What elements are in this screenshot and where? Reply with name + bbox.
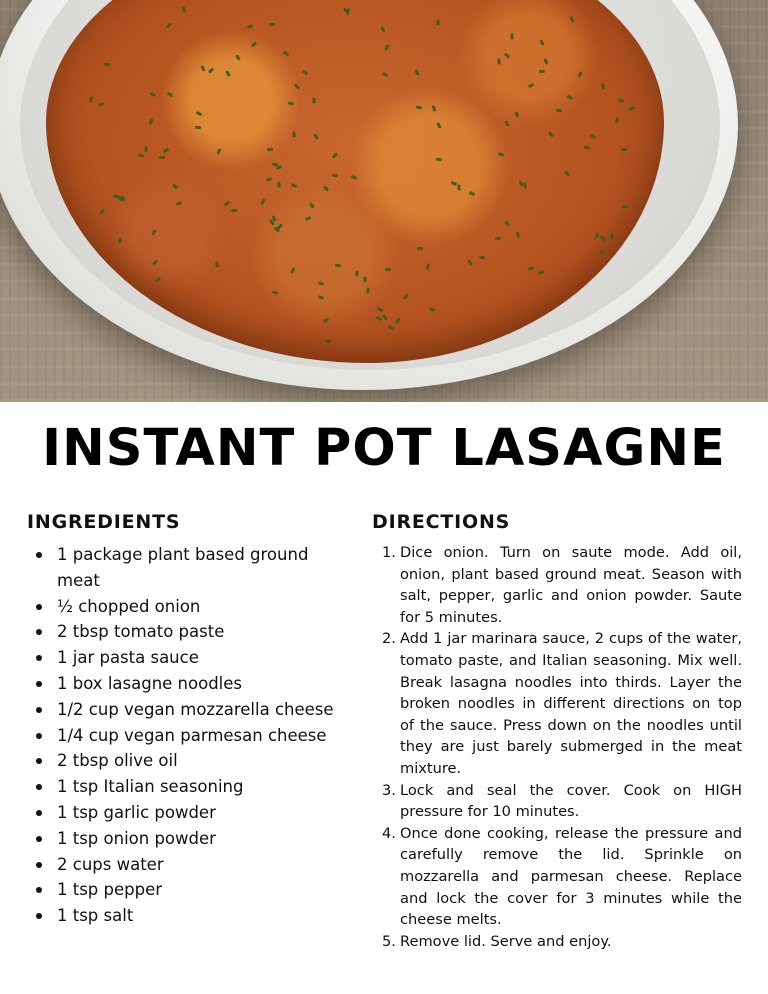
ingredients-list (27, 542, 347, 929)
parsley-fleck (523, 182, 527, 188)
step-number: 5. (382, 932, 396, 950)
ingredient-text: 1 package plant based ground meat (57, 545, 309, 590)
step-text: Once done cooking, release the pressure and carefully remove the lid. Sprinkle on mozzarella and parmesan cheese. Replace and lock the cover for 3 minutes while the cheese melts. (400, 824, 742, 929)
lasagne-bowl-photo (0, 0, 768, 402)
ingredient-item (27, 671, 347, 697)
ingredient-text: 1 tsp Italian seasoning (57, 777, 244, 797)
step-text: Add 1 jar marinara sauce, 2 cups of the water, tomato paste, and Italian seasoning. Mix well. Break lasagna noodles into thirds. Layer the broken noodles in different directions on top of the sauce. Press down on the noodles until they are just barely submerged in the meat mixture. (400, 630, 742, 777)
step-number: 4. (382, 824, 396, 842)
direction-step (372, 628, 742, 779)
parsley-fleck (89, 96, 93, 102)
ingredient-text: ½ chopped onion (57, 596, 201, 616)
ingredient-text: 1 tsp salt (57, 906, 134, 926)
bullet-icon (36, 836, 42, 842)
bullet-icon (36, 681, 42, 687)
parsley-fleck (515, 112, 519, 118)
ingredients-heading: INGREDIENTS (27, 511, 181, 533)
ingredient-item (27, 852, 347, 878)
step-text: Lock and seal the cover. Cook on HIGH pressure for 10 minutes. (400, 781, 742, 821)
bullet-icon (36, 552, 42, 558)
parsley-fleck (267, 148, 273, 151)
direction-step (372, 780, 742, 823)
bullet-icon (36, 707, 42, 713)
parsley-fleck (457, 185, 460, 191)
parsley-fleck (356, 270, 359, 276)
ingredient-item (27, 748, 347, 774)
bullet-icon (36, 887, 42, 893)
parsley-fleck (556, 109, 562, 113)
parsley-fleck (325, 339, 331, 342)
ingredient-text: 1 tsp pepper (57, 880, 163, 900)
ingredient-item (27, 774, 347, 800)
ingredient-item (27, 903, 347, 929)
ingredient-text: 2 tbsp tomato paste (57, 622, 225, 642)
ingredient-text: 1 jar pasta sauce (57, 648, 199, 668)
step-text: Remove lid. Serve and enjoy. (400, 932, 612, 950)
step-text: Dice onion. Turn on saute mode. Add oil, onion, plant based ground meat. Season with salt, pepper, garlic and onion powder. Saute for 5 minutes. (400, 544, 742, 626)
parsley-fleck (292, 132, 296, 138)
bullet-icon (36, 629, 42, 635)
directions-section (372, 508, 742, 952)
direction-step (372, 823, 742, 931)
parsley-fleck (195, 125, 201, 128)
bullet-icon (36, 758, 42, 764)
directions-list (372, 542, 742, 952)
step-number: 3. (382, 781, 396, 799)
parsley-fleck (539, 70, 545, 73)
parsley-fleck (417, 246, 423, 250)
parsley-fleck (231, 209, 237, 212)
ingredient-item (27, 594, 347, 620)
parsley-fleck (497, 59, 500, 65)
ingredient-item (27, 800, 347, 826)
bullet-icon (36, 913, 42, 919)
bullet-icon (36, 733, 42, 739)
bullet-icon (36, 784, 42, 790)
ingredient-text: 1/2 cup vegan mozzarella cheese (57, 699, 334, 719)
parsley-fleck (181, 7, 185, 13)
ingredients-section (27, 508, 347, 929)
ingredient-text: 2 cups water (57, 854, 164, 874)
ingredient-item (27, 697, 347, 723)
step-number: 1. (382, 544, 396, 561)
recipe-title: INSTANT POT LASAGNE (42, 419, 726, 478)
ingredient-text: 1 tsp onion powder (57, 828, 216, 848)
ingredient-item (27, 619, 347, 645)
bullet-icon (36, 604, 42, 610)
parsley-fleck (159, 156, 165, 159)
ingredient-text: 2 tbsp olive oil (57, 751, 178, 771)
parsley-fleck (215, 261, 219, 267)
direction-step (372, 931, 742, 953)
ingredient-text: 1/4 cup vegan parmesan cheese (57, 725, 327, 745)
ingredient-item (27, 542, 347, 594)
ingredient-text: 1 tsp garlic powder (57, 802, 216, 822)
bullet-icon (36, 862, 42, 868)
bullet-icon (36, 810, 42, 816)
directions-heading: DIRECTIONS (372, 511, 511, 533)
ingredient-text: 1 box lasagne noodles (57, 673, 242, 693)
direction-step (372, 542, 742, 628)
bullet-icon (36, 655, 42, 661)
ingredient-item (27, 826, 347, 852)
ingredient-item (27, 877, 347, 903)
parsley-fleck (312, 97, 315, 103)
ingredient-item (27, 645, 347, 671)
ingredient-item (27, 723, 347, 749)
step-number: 2. (382, 630, 396, 648)
